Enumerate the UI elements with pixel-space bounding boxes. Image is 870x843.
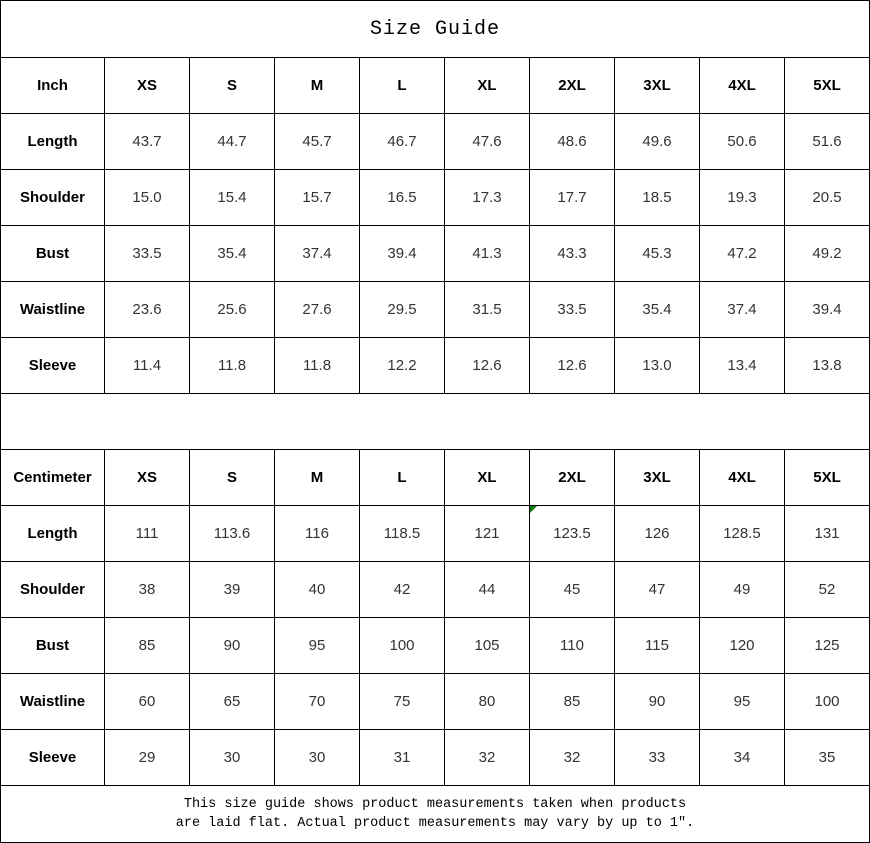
table-row — [1, 506, 870, 562]
measurement-cell: 11.8 — [190, 338, 275, 394]
measurement-cell: 20.5 — [785, 170, 870, 226]
row-label-cell: Sleeve — [1, 338, 105, 394]
measurement-cell: 105 — [445, 618, 530, 674]
size-header-cell: M — [275, 58, 360, 114]
measurement-cell: 90 — [615, 674, 700, 730]
footnote-line-1: This size guide shows product measurements taken when products — [183, 797, 687, 812]
measurement-cell: 49.6 — [615, 114, 700, 170]
title-section — [1, 1, 870, 58]
row-label-cell: Length — [1, 114, 105, 170]
measurement-cell: 49 — [700, 562, 785, 618]
measurement-cell: 37.4 — [700, 282, 785, 338]
table-row — [1, 226, 870, 282]
measurement-cell: 15.0 — [105, 170, 190, 226]
measurement-cell: 35.4 — [615, 282, 700, 338]
measurement-cell: 50.6 — [700, 114, 785, 170]
row-label-cell: Sleeve — [1, 730, 105, 786]
measurement-cell: 100 — [785, 674, 870, 730]
centimeter-table-section — [1, 450, 870, 786]
measurement-cell: 13.8 — [785, 338, 870, 394]
page-title: Size Guide — [1, 1, 870, 58]
spacer-section — [1, 394, 870, 450]
size-header-row — [1, 450, 870, 506]
measurement-cell: 35 — [785, 730, 870, 786]
size-header-cell: 2XL — [530, 450, 615, 506]
measurement-cell: 125 — [785, 618, 870, 674]
table-row — [1, 562, 870, 618]
row-label-cell: Waistline — [1, 282, 105, 338]
measurement-cell: 113.6 — [190, 506, 275, 562]
measurement-cell: 128.5 — [700, 506, 785, 562]
measurement-cell: 16.5 — [360, 170, 445, 226]
inch-table-section — [1, 58, 870, 394]
measurement-cell: 34 — [700, 730, 785, 786]
measurement-cell: 30 — [275, 730, 360, 786]
measurement-cell: 100 — [360, 618, 445, 674]
measurement-cell: 15.4 — [190, 170, 275, 226]
measurement-cell: 111 — [105, 506, 190, 562]
measurement-cell: 12.2 — [360, 338, 445, 394]
size-header-cell: 4XL — [700, 450, 785, 506]
size-header-cell: XS — [105, 58, 190, 114]
measurement-cell: 47.6 — [445, 114, 530, 170]
measurement-cell: 65 — [190, 674, 275, 730]
measurement-cell: 38 — [105, 562, 190, 618]
measurement-cell: 39.4 — [785, 282, 870, 338]
measurement-cell: 45.3 — [615, 226, 700, 282]
measurement-cell: 85 — [530, 674, 615, 730]
measurement-cell: 90 — [190, 618, 275, 674]
measurement-cell: 116 — [275, 506, 360, 562]
size-header-cell: 5XL — [785, 58, 870, 114]
measurement-cell: 29 — [105, 730, 190, 786]
measurement-cell: 85 — [105, 618, 190, 674]
measurement-cell: 15.7 — [275, 170, 360, 226]
row-label-cell: Bust — [1, 618, 105, 674]
footnote — [1, 786, 870, 843]
measurement-cell: 48.6 — [530, 114, 615, 170]
size-header-cell: S — [190, 450, 275, 506]
size-header-cell: 3XL — [615, 58, 700, 114]
measurement-cell: 17.3 — [445, 170, 530, 226]
measurement-cell: 60 — [105, 674, 190, 730]
measurement-cell: 41.3 — [445, 226, 530, 282]
measurement-cell: 13.4 — [700, 338, 785, 394]
size-header-cell: L — [360, 450, 445, 506]
measurement-cell: 31 — [360, 730, 445, 786]
size-header-row — [1, 58, 870, 114]
measurement-cell: 95 — [275, 618, 360, 674]
measurement-cell: 45 — [530, 562, 615, 618]
measurement-cell: 39 — [190, 562, 275, 618]
table-row — [1, 618, 870, 674]
measurement-cell: 11.8 — [275, 338, 360, 394]
table-row — [1, 730, 870, 786]
measurement-cell: 51.6 — [785, 114, 870, 170]
measurement-cell: 49.2 — [785, 226, 870, 282]
measurement-cell: 33 — [615, 730, 700, 786]
measurement-cell: 33.5 — [530, 282, 615, 338]
measurement-cell: 18.5 — [615, 170, 700, 226]
measurement-cell: 115 — [615, 618, 700, 674]
measurement-cell: 131 — [785, 506, 870, 562]
table-row — [1, 338, 870, 394]
measurement-cell: 45.7 — [275, 114, 360, 170]
measurement-cell: 40 — [275, 562, 360, 618]
measurement-cell: 47 — [615, 562, 700, 618]
measurement-cell: 13.0 — [615, 338, 700, 394]
size-header-cell: XS — [105, 450, 190, 506]
row-label-cell: Shoulder — [1, 562, 105, 618]
size-header-cell: 3XL — [615, 450, 700, 506]
measurement-cell: 46.7 — [360, 114, 445, 170]
size-header-cell: L — [360, 58, 445, 114]
measurement-cell: 70 — [275, 674, 360, 730]
measurement-cell: 75 — [360, 674, 445, 730]
table-row — [1, 114, 870, 170]
measurement-cell: 44.7 — [190, 114, 275, 170]
size-header-cell: 4XL — [700, 58, 785, 114]
measurement-cell: 30 — [190, 730, 275, 786]
row-label-cell: Bust — [1, 226, 105, 282]
size-header-cell: XL — [445, 58, 530, 114]
footer-section — [1, 786, 870, 843]
green-corner-triangle-icon — [530, 506, 537, 513]
table-row — [1, 282, 870, 338]
table-spacer — [1, 394, 870, 450]
measurement-cell: 95 — [700, 674, 785, 730]
measurement-cell: 121 — [445, 506, 530, 562]
measurement-cell: 43.3 — [530, 226, 615, 282]
measurement-cell: 29.5 — [360, 282, 445, 338]
measurement-cell: 19.3 — [700, 170, 785, 226]
size-header-cell: S — [190, 58, 275, 114]
row-label-cell: Shoulder — [1, 170, 105, 226]
measurement-cell: 52 — [785, 562, 870, 618]
measurement-cell: 27.6 — [275, 282, 360, 338]
measurement-cell: 47.2 — [700, 226, 785, 282]
footnote-line-2: are laid flat. Actual product measurements may vary by up to 1″. — [175, 816, 695, 831]
unit-label-cell: Inch — [1, 58, 105, 114]
measurement-cell: 80 — [445, 674, 530, 730]
measurement-cell: 110 — [530, 618, 615, 674]
measurement-cell: 126 — [615, 506, 700, 562]
measurement-cell: 12.6 — [530, 338, 615, 394]
measurement-cell: 120 — [700, 618, 785, 674]
table-row — [1, 674, 870, 730]
measurement-cell: 118.5 — [360, 506, 445, 562]
measurement-cell: 12.6 — [445, 338, 530, 394]
measurement-cell: 32 — [445, 730, 530, 786]
size-header-cell: XL — [445, 450, 530, 506]
measurement-cell: 23.6 — [105, 282, 190, 338]
measurement-cell: 43.7 — [105, 114, 190, 170]
measurement-cell: 33.5 — [105, 226, 190, 282]
measurement-cell: 44 — [445, 562, 530, 618]
measurement-cell: 32 — [530, 730, 615, 786]
measurement-cell: 17.7 — [530, 170, 615, 226]
measurement-cell: 11.4 — [105, 338, 190, 394]
measurement-cell: 123.5 — [530, 506, 615, 562]
row-label-cell: Length — [1, 506, 105, 562]
measurement-cell: 25.6 — [190, 282, 275, 338]
row-label-cell: Waistline — [1, 674, 105, 730]
measurement-cell: 42 — [360, 562, 445, 618]
measurement-cell: 39.4 — [360, 226, 445, 282]
unit-label-cell: Centimeter — [1, 450, 105, 506]
table-row — [1, 170, 870, 226]
measurement-cell: 37.4 — [275, 226, 360, 282]
measurement-cell: 35.4 — [190, 226, 275, 282]
size-header-cell: M — [275, 450, 360, 506]
size-header-cell: 5XL — [785, 450, 870, 506]
measurement-cell: 31.5 — [445, 282, 530, 338]
size-header-cell: 2XL — [530, 58, 615, 114]
